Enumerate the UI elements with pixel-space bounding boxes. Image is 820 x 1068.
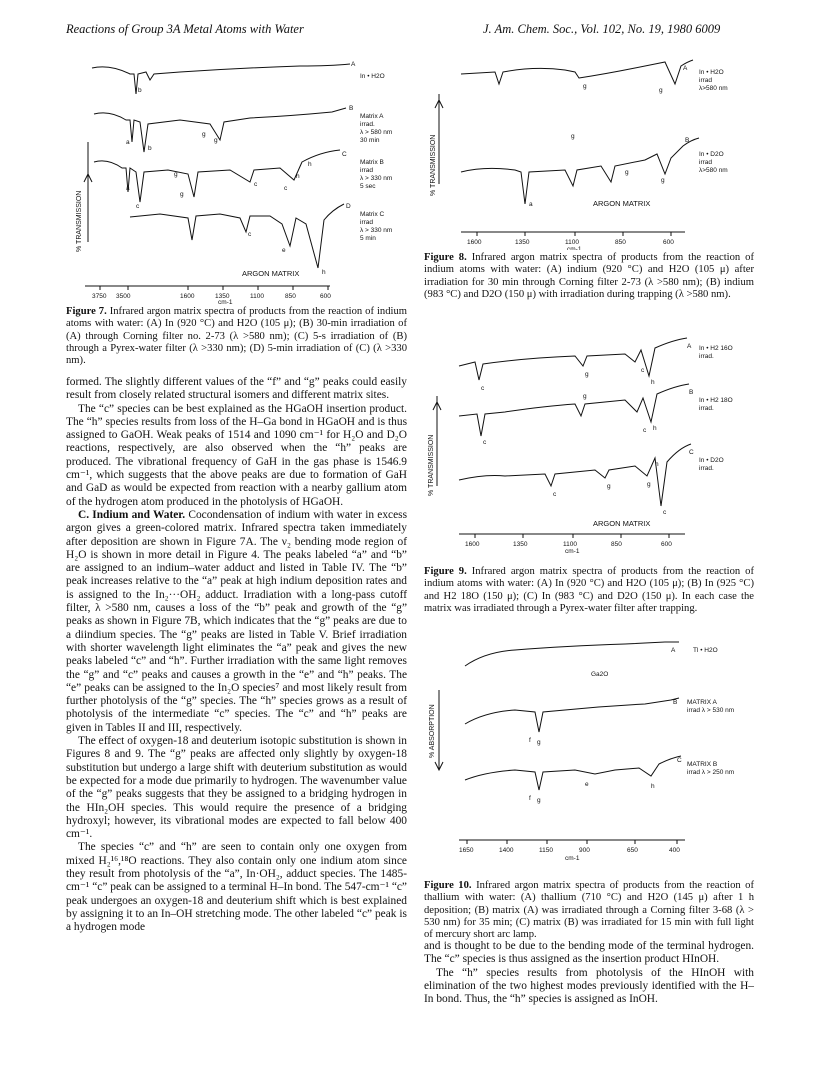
fig7-peak-label: a xyxy=(126,139,130,146)
fig9-xunit: cm-1 xyxy=(565,548,580,554)
fig9-caption-text: Infrared argon matrix spectra of products from the reaction of indium atoms with water: (A) In (920 °C) and H2O (105 μ); (B) In (925 °C) and H2 18O (150 μ); (C) In (983 °C) and D2O (150 μ). In each case the matrix was irradiated through a Pyrex-water filter after trapping. xyxy=(424,566,754,614)
fig8-note-a-0: In • H2O xyxy=(699,69,724,76)
fig9-peak-label: c xyxy=(481,385,485,392)
fig8-note-a-2: λ>580 nm xyxy=(699,85,728,92)
fig10-xtick: 650 xyxy=(627,847,638,854)
fig9-note-c-0: In • D2O xyxy=(699,457,724,464)
fig9-note-b-1: irrad. xyxy=(699,405,714,412)
fig9-peak-label: g xyxy=(647,481,651,488)
fig10-ylabel: % ABSORPTION xyxy=(429,704,436,758)
fig10-inline-label: Ga2O xyxy=(591,671,609,678)
left-paragraph-3: Cocondensation of indium with water in excess argon gives a green-colored matrix. Infrared spectra taken immediately after deposition are shown in Figure 7A. The ν₂ bending mode region of H₂O is shown in more detail in Figure 4. The peaks labeled “a” and “b” are assigned to an indium–water adduct and listed in Table IV. The “b” peak increases relative to the “a” peak at high indium deposition rates and is assigned to the In₂···OH₂ adduct. Irradiation with a long-pass cutoff filter, λ >580 nm, causes a loss of the “b” peak and growth of the “g” peaks as shown in Figure 7B, which indicates that the “g” peaks are due to a diindium species. The “g” peaks are listed in Table V. Brief irradiation with shorter wavelength light eliminates the “a” peak and gives the new peaks labeled “c” and “h”. Further irradiation with the same light removes the “g” and “c” peaks and causes a growth in the “e” and “h” peaks. The “e” peaks can be assigned to the In₂O species⁷ and most likely result from further photolysis of the “g” species. The “h” species grows as a result of photolysis of the intermediate “c” species. The “c” and “h” peaks are given in Tables II and III, respectively. xyxy=(66,508,407,734)
fig9-note-c-1: irrad. xyxy=(699,465,714,472)
fig7-note-c-1: irrad xyxy=(360,167,374,174)
fig7-peak-label: g xyxy=(214,137,218,144)
fig7-peak-label: b xyxy=(138,87,142,94)
section-heading-indium-water: C. Indium and Water. xyxy=(78,508,186,521)
fig9-xtick: 1350 xyxy=(513,541,528,548)
fig7-xtick: 600 xyxy=(320,293,331,300)
fig7-peak-label: c xyxy=(136,203,140,210)
left-paragraph-2: The “c” species can be best explained as the HGaOH insertion product. The “h” species results from loss of the H–Ga bond in HGaOH and is thus assigned to GaOH. Weak peaks of 1514 and 1090 cm⁻¹ for H₂O and D₂O reactions, respectively, are also observed when the “h” peaks are produced. The vibrational frequency of GaH in the gas phase is 1546.9 cm⁻¹, which suggests that the above peaks are due to formation of GaH and GaD as would be expected from reaction with a nearby gallium atom of the hydrogen atom produced in the photolysis of HGaOH. xyxy=(66,402,407,508)
fig8-matrix-label: ARGON MATRIX xyxy=(593,199,651,208)
fig10-peak-label: g xyxy=(537,739,541,746)
fig10-note-c-0: MATRIX B xyxy=(687,761,718,768)
fig7-note-d-1: irrad xyxy=(360,219,374,226)
figure-7 xyxy=(70,52,410,304)
fig10-peak-label: h xyxy=(651,783,655,790)
fig10-caption-label: Figure 10. xyxy=(424,880,472,891)
fig9-peak-label: c xyxy=(641,367,645,374)
fig7-xtick: 3500 xyxy=(116,293,131,300)
fig8-caption-label: Figure 8. xyxy=(424,252,467,263)
fig9-peak-label: c xyxy=(663,509,667,516)
fig8-note-b-0: In • D2O xyxy=(699,151,724,158)
fig10-peak-label: g xyxy=(537,797,541,804)
fig9-peak-label: c xyxy=(643,427,647,434)
fig7-xunit: cm-1 xyxy=(218,299,233,304)
fig7-xtick: 3750 xyxy=(92,293,107,300)
fig10-peak-label: e xyxy=(585,781,589,788)
fig8-peak-label: g xyxy=(625,169,629,176)
fig9-xtick: 1100 xyxy=(563,541,577,548)
fig10-xtick: 1400 xyxy=(499,847,514,854)
fig7-note-d-3: 5 min xyxy=(360,235,376,242)
fig7-peak-label: h xyxy=(296,173,300,180)
fig9-peak-label: g xyxy=(607,483,611,490)
fig9-trace-letter-a: A xyxy=(687,343,692,350)
left-paragraph-5: The species “c” and “h” are seen to contain only one oxygen from mixed H₂¹⁶,¹⁸O reactions. They also contain only one indium atom since they result from photolysis of the “a”, In·OH₂, adduct species. The 1485-cm⁻¹ “c” peak can be assigned to a terminal H–In bond. The 547-cm⁻¹ “c” peak undergoes an oxygen-18 and deuterium shift which is best explained by assigning it to an In–OH stretching mode. The other labeled “c” peak is a hydrogen mode xyxy=(66,841,407,934)
fig10-xunit: cm-1 xyxy=(565,855,580,862)
fig7-peak-label: g xyxy=(174,171,178,178)
fig9-peak-label: g xyxy=(585,371,589,378)
fig8-xtick: 1100 xyxy=(565,239,579,246)
fig10-trace-letter-c: C xyxy=(677,757,682,764)
fig9-peak-label: h xyxy=(655,461,659,468)
fig7-trace-note-a: In • H2O xyxy=(360,73,385,80)
fig7-peak-label: a xyxy=(126,185,130,192)
fig7-note-b-0: Matrix A xyxy=(360,113,384,120)
fig7-peak-label: h xyxy=(322,269,326,276)
fig9-peak-label: h xyxy=(651,379,655,386)
fig8-peak-label: g xyxy=(659,87,663,94)
fig8-peak-label: g xyxy=(583,83,587,90)
figure-9-caption xyxy=(424,566,754,615)
left-paragraph-1: formed. The slightly different values of the “f” and “g” peaks could easily result from closely related structural isomers and different matrix sites. xyxy=(66,376,407,402)
fig9-xtick: 1600 xyxy=(465,541,480,548)
fig9-caption-label: Figure 9. xyxy=(424,566,467,577)
fig10-caption-text: Infrared argon matrix spectra of products from the reaction of thallium with water: (A) thallium (710 °C) and H2O (145 μ) after 1 h deposition; (B) matrix (A) was irradiated through a Corning filter 3-68 (λ > 530 nm) for 35 min; (C) matrix (B) was irradiated for 15 min with full light of mercury short arc lamp. xyxy=(424,880,754,941)
fig8-xtick: 600 xyxy=(663,239,674,246)
fig7-peak-label: c xyxy=(248,231,252,238)
fig7-note-b-2: λ > 580 nm xyxy=(360,129,393,136)
fig9-trace-letter-c: C xyxy=(689,449,694,456)
fig8-xtick: 850 xyxy=(615,239,626,246)
right-paragraph-1: and is thought to be due to the bending mode of the terminal hydrogen. The “c” species is thus assigned as the insertion product HInOH. xyxy=(424,940,754,966)
left-paragraph-4: The effect of oxygen-18 and deuterium isotopic substitution is shown in Figures 8 and 9. The “g” peaks are affected only slightly by oxygen-18 substitution but undergo a large shift with deuterium substitution as would be expected for a mode due primarily to hydrogen. The wavenumber value of the “g” peaks suggests that they be assigned to a bridging hydrogen in the HIn₂OH species. This would require the presence of a bridging hydroxyl; however, its vibrational modes are expected to fall below 400 cm⁻¹. xyxy=(66,735,407,841)
fig10-trace-letter-a: A xyxy=(671,647,676,654)
figure-7-caption xyxy=(66,306,407,367)
fig9-note-b-0: In • H2 18O xyxy=(699,397,733,404)
fig9-note-a-1: irrad. xyxy=(699,353,714,360)
fig9-peak-label: c xyxy=(483,439,487,446)
fig9-ylabel: % TRANSMISSION xyxy=(428,434,435,496)
fig7-note-c-2: λ > 330 nm xyxy=(360,175,393,182)
fig7-peak-label: g xyxy=(180,191,184,198)
fig9-peak-label: c xyxy=(553,491,557,498)
fig10-note-c-1: irrad λ > 250 nm xyxy=(687,769,735,776)
fig8-peak-label: g xyxy=(571,133,575,140)
fig10-xtick: 1650 xyxy=(459,847,474,854)
fig10-note-b-0: MATRIX A xyxy=(687,699,717,706)
fig9-peak-label: h xyxy=(653,425,657,432)
fig10-xtick: 1150 xyxy=(539,847,553,854)
fig7-peak-label: b xyxy=(148,145,152,152)
fig8-note-a-1: irrad xyxy=(699,77,713,84)
fig7-peak-label: e xyxy=(282,247,286,254)
fig9-xtick: 600 xyxy=(661,541,672,548)
fig7-caption-text: Infrared argon matrix spectra of products from the reaction of indium atoms with water: (A) In (920 °C) and H2O (105 μ); (B) 30-min irradiation of (A) through Corning filter no. 2-73 (λ >580 nm); (C) 5-s irradiation of (B) through a Pyrex-water filter (λ >330 nm); (D) 5-min irradiation of (C) (λ >330 nm). xyxy=(66,306,407,367)
fig10-peak-label: f xyxy=(529,737,531,744)
fig8-xtick: 1350 xyxy=(515,239,530,246)
fig10-note-b-1: irrad λ > 530 nm xyxy=(687,707,735,714)
fig7-note-b-1: irrad. xyxy=(360,121,375,128)
fig8-peak-label: a xyxy=(529,201,533,208)
fig7-peak-label: c xyxy=(254,181,258,188)
fig7-trace-letter-b: B xyxy=(349,105,354,112)
fig8-note-b-1: irrad xyxy=(699,159,713,166)
fig8-xunit: cm-1 xyxy=(567,246,582,250)
fig9-peak-label: g xyxy=(583,393,587,400)
fig7-xtick: 1600 xyxy=(180,293,195,300)
fig10-xtick: 900 xyxy=(579,847,590,854)
figure-10 xyxy=(425,640,755,862)
fig7-xtick: 1100 xyxy=(250,293,264,300)
fig7-note-b-3: 30 min xyxy=(360,137,380,144)
fig7-peak-label: g xyxy=(202,131,206,138)
fig10-xtick: 400 xyxy=(669,847,680,854)
fig8-peak-label: g xyxy=(661,177,665,184)
fig7-xtick: 1350 xyxy=(215,293,230,300)
fig8-trace-letter-b: B xyxy=(685,137,690,144)
fig7-caption-label: Figure 7. xyxy=(66,306,107,317)
fig7-peak-label: h xyxy=(308,161,312,168)
fig8-caption-text: Infrared argon matrix spectra of products from the reaction of indium atoms with water: (A) indium (920 °C) and H2O (105 μ) after irradiation for 30 min through Corning filter 2-73 (λ >580 nm); (B) indium (983 °C) and D2O (150 μ) with irradiation during trapping (λ >580 nm). xyxy=(424,252,754,300)
fig7-note-d-0: Matrix C xyxy=(360,211,385,218)
fig7-trace-letter-c: C xyxy=(342,151,347,158)
fig8-trace-letter-a: A xyxy=(683,65,688,72)
fig10-note-a-0: Tl • H2O xyxy=(693,647,718,654)
running-header-journal: J. Am. Chem. Soc., Vol. 102, No. 19, 1980 6009 xyxy=(483,22,721,36)
fig7-matrix-label: ARGON MATRIX xyxy=(242,269,300,278)
fig7-trace-letter-d: D xyxy=(346,203,351,210)
fig8-xtick: 1600 xyxy=(467,239,482,246)
fig7-note-d-2: λ > 330 nm xyxy=(360,227,393,234)
fig8-note-b-2: λ>580 nm xyxy=(699,167,728,174)
fig9-note-a-0: In • H2 16O xyxy=(699,345,733,352)
fig9-xtick: 850 xyxy=(611,541,622,548)
right-column-text xyxy=(424,940,754,1006)
fig8-ylabel: % TRANSMISSION xyxy=(430,134,437,196)
fig10-peak-label: f xyxy=(529,795,531,802)
figure-8-caption xyxy=(424,252,754,301)
figure-10-caption xyxy=(424,880,754,941)
fig7-peak-label: c xyxy=(284,185,288,192)
fig10-trace-letter-b: B xyxy=(673,699,678,706)
left-column-text xyxy=(66,376,407,934)
figure-9 xyxy=(425,336,755,554)
fig7-trace-letter-a: A xyxy=(351,61,356,68)
right-paragraph-2: The “h” species results from photolysis of the HInOH with elimination of the two highest modes previously identified with the H–In bond. Thus, the “h” species is assigned as InOH. xyxy=(424,966,754,1006)
fig7-note-c-3: 5 sec xyxy=(360,183,376,190)
running-header-title: Reactions of Group 3A Metal Atoms with Water xyxy=(66,22,304,36)
fig7-note-c-0: Matrix B xyxy=(360,159,384,166)
fig7-ylabel: % TRANSMISSION xyxy=(76,190,83,252)
fig7-xtick: 850 xyxy=(285,293,296,300)
figure-8 xyxy=(425,54,755,250)
fig9-trace-letter-b: B xyxy=(689,389,694,396)
fig9-matrix-label: ARGON MATRIX xyxy=(593,519,651,528)
